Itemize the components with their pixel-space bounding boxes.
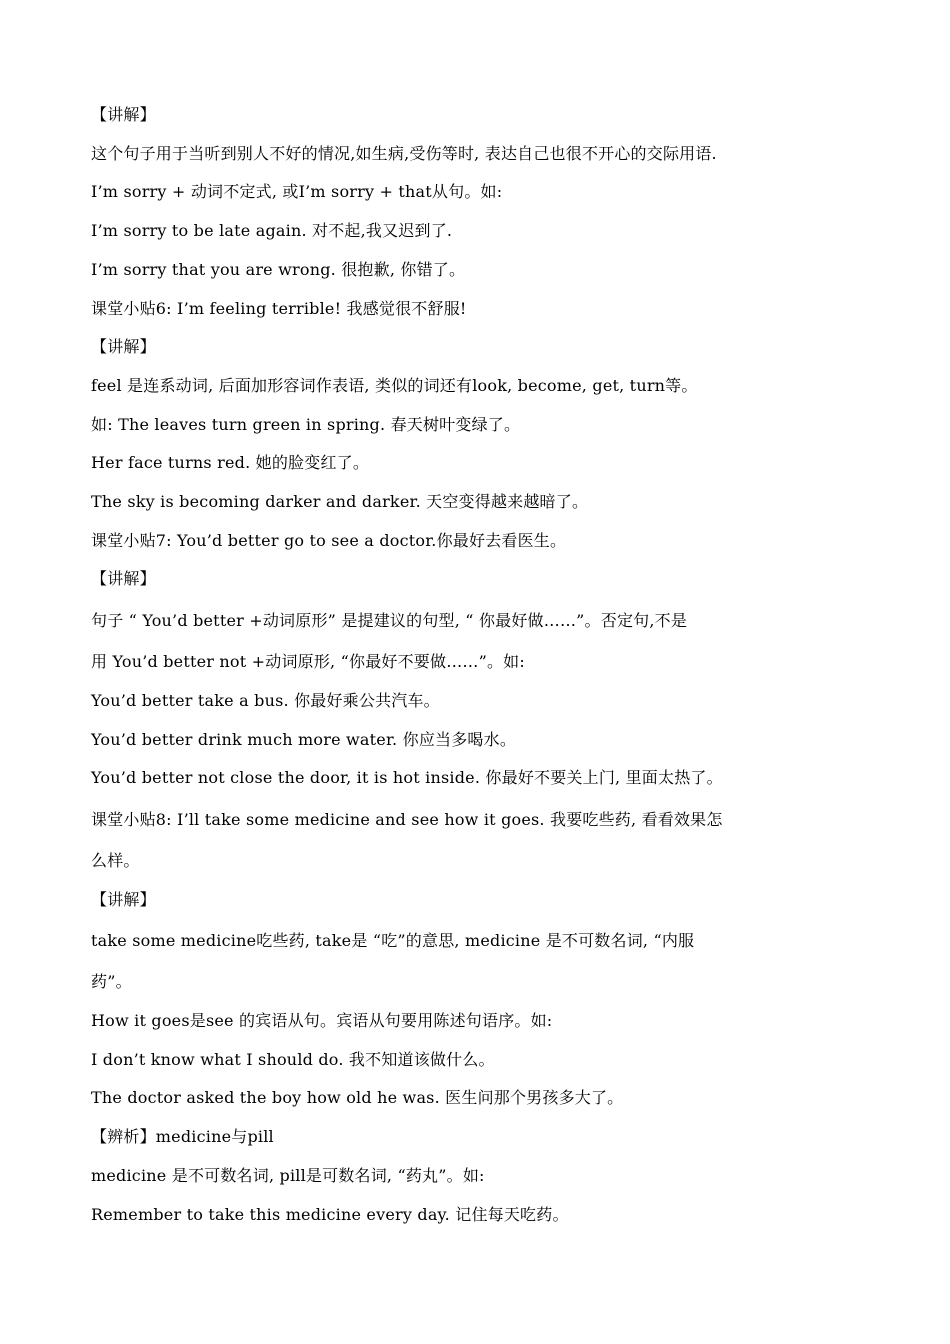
section-heading-explanation: 【讲解】	[91, 337, 156, 357]
example-sentence: I’m sorry that you are wrong. 很抱歉, 你错了。	[91, 259, 466, 279]
example-sentence: 如: The leaves turn green in spring. 春天树叶变绿了。	[91, 414, 521, 434]
example-sentence: Her face turns red. 她的脸变红了。	[91, 453, 370, 473]
section-heading-explanation: 【讲解】	[91, 105, 156, 124]
text-line: feel 是连系动词, 后面加形容词作表语, 类似的词还有look, become, get, turn等。	[91, 375, 698, 395]
text-line: take some medicine吃些药, take是 “吃”的意思, medicine 是不可数名词, “内服	[91, 931, 695, 951]
section-heading-explanation: 【讲解】	[91, 569, 156, 589]
example-sentence: The sky is becoming darker and darker. 天空变得越来越暗了。	[91, 492, 589, 512]
text-line: I’m sorry + 动词不定式, 或I’m sorry + that从句。如:	[91, 182, 503, 202]
example-sentence: You’d better not close the door, it is hot inside. 你最好不要关上门, 里面太热了。	[91, 768, 723, 788]
example-sentence: I don’t know what I should do. 我不知道该做什么。	[91, 1049, 495, 1069]
example-sentence: I’m sorry to be late again. 对不起,我又迟到了.	[91, 221, 453, 241]
example-sentence: The doctor asked the boy how old he was. 医生问那个男孩多大了。	[91, 1088, 624, 1108]
class-tip-8: 课堂小贴8: I’ll take some medicine and see how it goes. 我要吃些药, 看看效果怎	[91, 809, 723, 829]
example-sentence: Remember to take this medicine every day. 记住每天吃药。	[91, 1204, 569, 1224]
document-page	[91, 96, 871, 1234]
text-line: medicine 是不可数名词, pill是可数名词, “药丸”。如:	[91, 1165, 485, 1185]
class-tip-6: 课堂小贴6: I’m feeling terrible! 我感觉很不舒服!	[91, 298, 467, 318]
example-sentence: You’d better drink much more water. 你应当多喝水。	[91, 729, 517, 749]
text-line: 么样。	[91, 850, 140, 870]
section-heading-explanation: 【讲解】	[91, 889, 156, 909]
text-line: How it goes是see 的宾语从句。宾语从句要用陈述句语序。如:	[91, 1011, 553, 1031]
example-sentence: You’d better take a bus. 你最好乘公共汽车。	[91, 690, 440, 710]
text-line: 用 You’d better not +动词原形, “你最好不要做……”。如:	[91, 652, 525, 672]
text-line: 药”。	[91, 972, 132, 992]
section-heading-analysis: 【辨析】medicine与pill	[91, 1127, 274, 1147]
text-line: 这个句子用于当听到别人不好的情况,如生病,受伤等时, 表达自己也很不开心的交际用语.	[91, 143, 717, 163]
text-line: 句子 “ You’d better +动词原形” 是提建议的句型, “ 你最好做……”。否定句,不是	[91, 611, 688, 631]
class-tip-7: 课堂小贴7: You’d better go to see a doctor.你最好去看医生。	[91, 530, 567, 550]
